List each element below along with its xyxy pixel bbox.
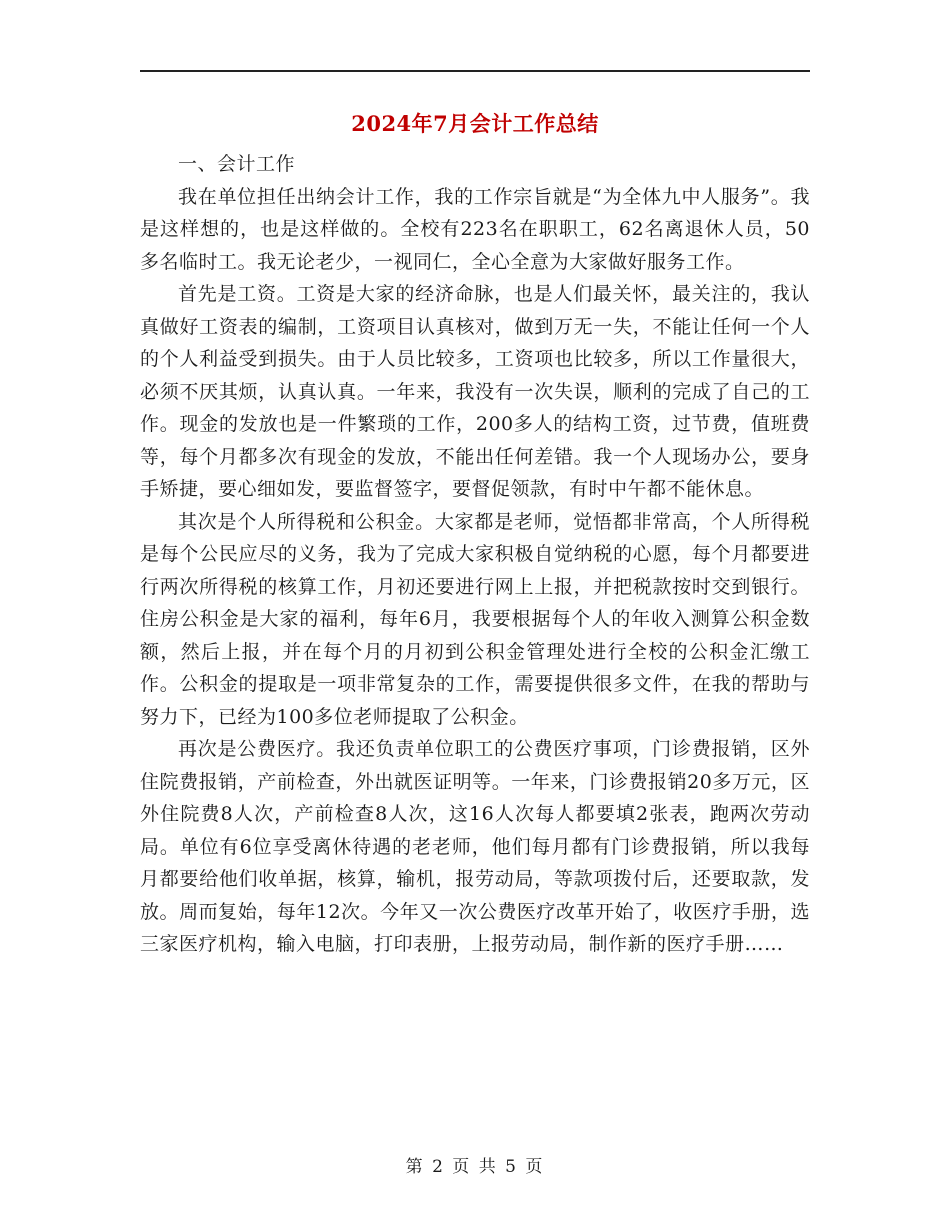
paragraph-tax-fund: 其次是个人所得税和公积金。大家都是老师，觉悟都非常高，个人所得税是每个公民应尽的义务，我为了完成大家积极自觉纳税的心愿，每个月都要进行两次所得税的核算工作，月初还要进行网上上报，并把税款按时交到银行。住房公积金是大家的福利，每年6月，我要根据每个人的年收入测算公积金数额，然后上报，并在每个月的月初到公积金管理处进行全校的公积金汇缴工作。公积金的提取是一项非常复杂的工作，需要提供很多文件，在我的帮助与努力下，已经为100多位老师提取了公积金。 [140,510,810,728]
paragraph-intro: 我在单位担任出纳会计工作，我的工作宗旨就是“为全体九中人服务”。我是这样想的，也是这样做的。全校有223名在职职工，62名离退休人员，50多名临时工。我无论老少，一视同仁，全心全意为大家做好服务工作。 [140,185,810,273]
header-rule [140,70,810,72]
paragraph-salary: 首先是工资。工资是大家的经济命脉，也是人们最关怀，最关注的，我认真做好工资表的编制，工资项目认真核对，做到万无一失，不能让任何一个人的个人利益受到损失。由于人员比较多，工资项也比较多，所以工作量很大，必须不厌其烦，认真认真。一年来，我没有一次失误，顺利的完成了自己的工作。现金的发放也是一件繁琐的工作，200多人的结构工资，过节费，值班费等，每个月都多次有现金的发放，不能出任何差错。我一个人现场办公，要身手矫捷，要心细如发，要监督签字，要督促领款，有时中午都不能休息。 [140,283,810,500]
page-indicator: 第 2 页 共 5 页 [405,1157,545,1177]
document-body [140,148,810,961]
document-title: 2024年7月会计工作总结 [351,111,599,136]
paragraph-medical: 再次是公费医疗。我还负责单位职工的公费医疗事项，门诊费报销，区外住院费报销，产前检查，外出就医证明等。一年来，门诊费报销20多万元，区外住院费8人次，产前检查8人次，这16人次每人都要填2张表，跑两次劳动局。单位有6位享受离休待遇的老老师，他们每月都有门诊费报销，所以我每月都要给他们收单据，核算，输机，报劳动局，等款项拨付后，还要取款，发放。周而复始，每年12次。今年又一次公费医疗改革开始了，收医疗手册，选三家医疗机构，输入电脑，打印表册，上报劳动局，制作新的医疗手册…… [140,738,810,955]
section-heading: 一、会计工作 [178,153,296,175]
